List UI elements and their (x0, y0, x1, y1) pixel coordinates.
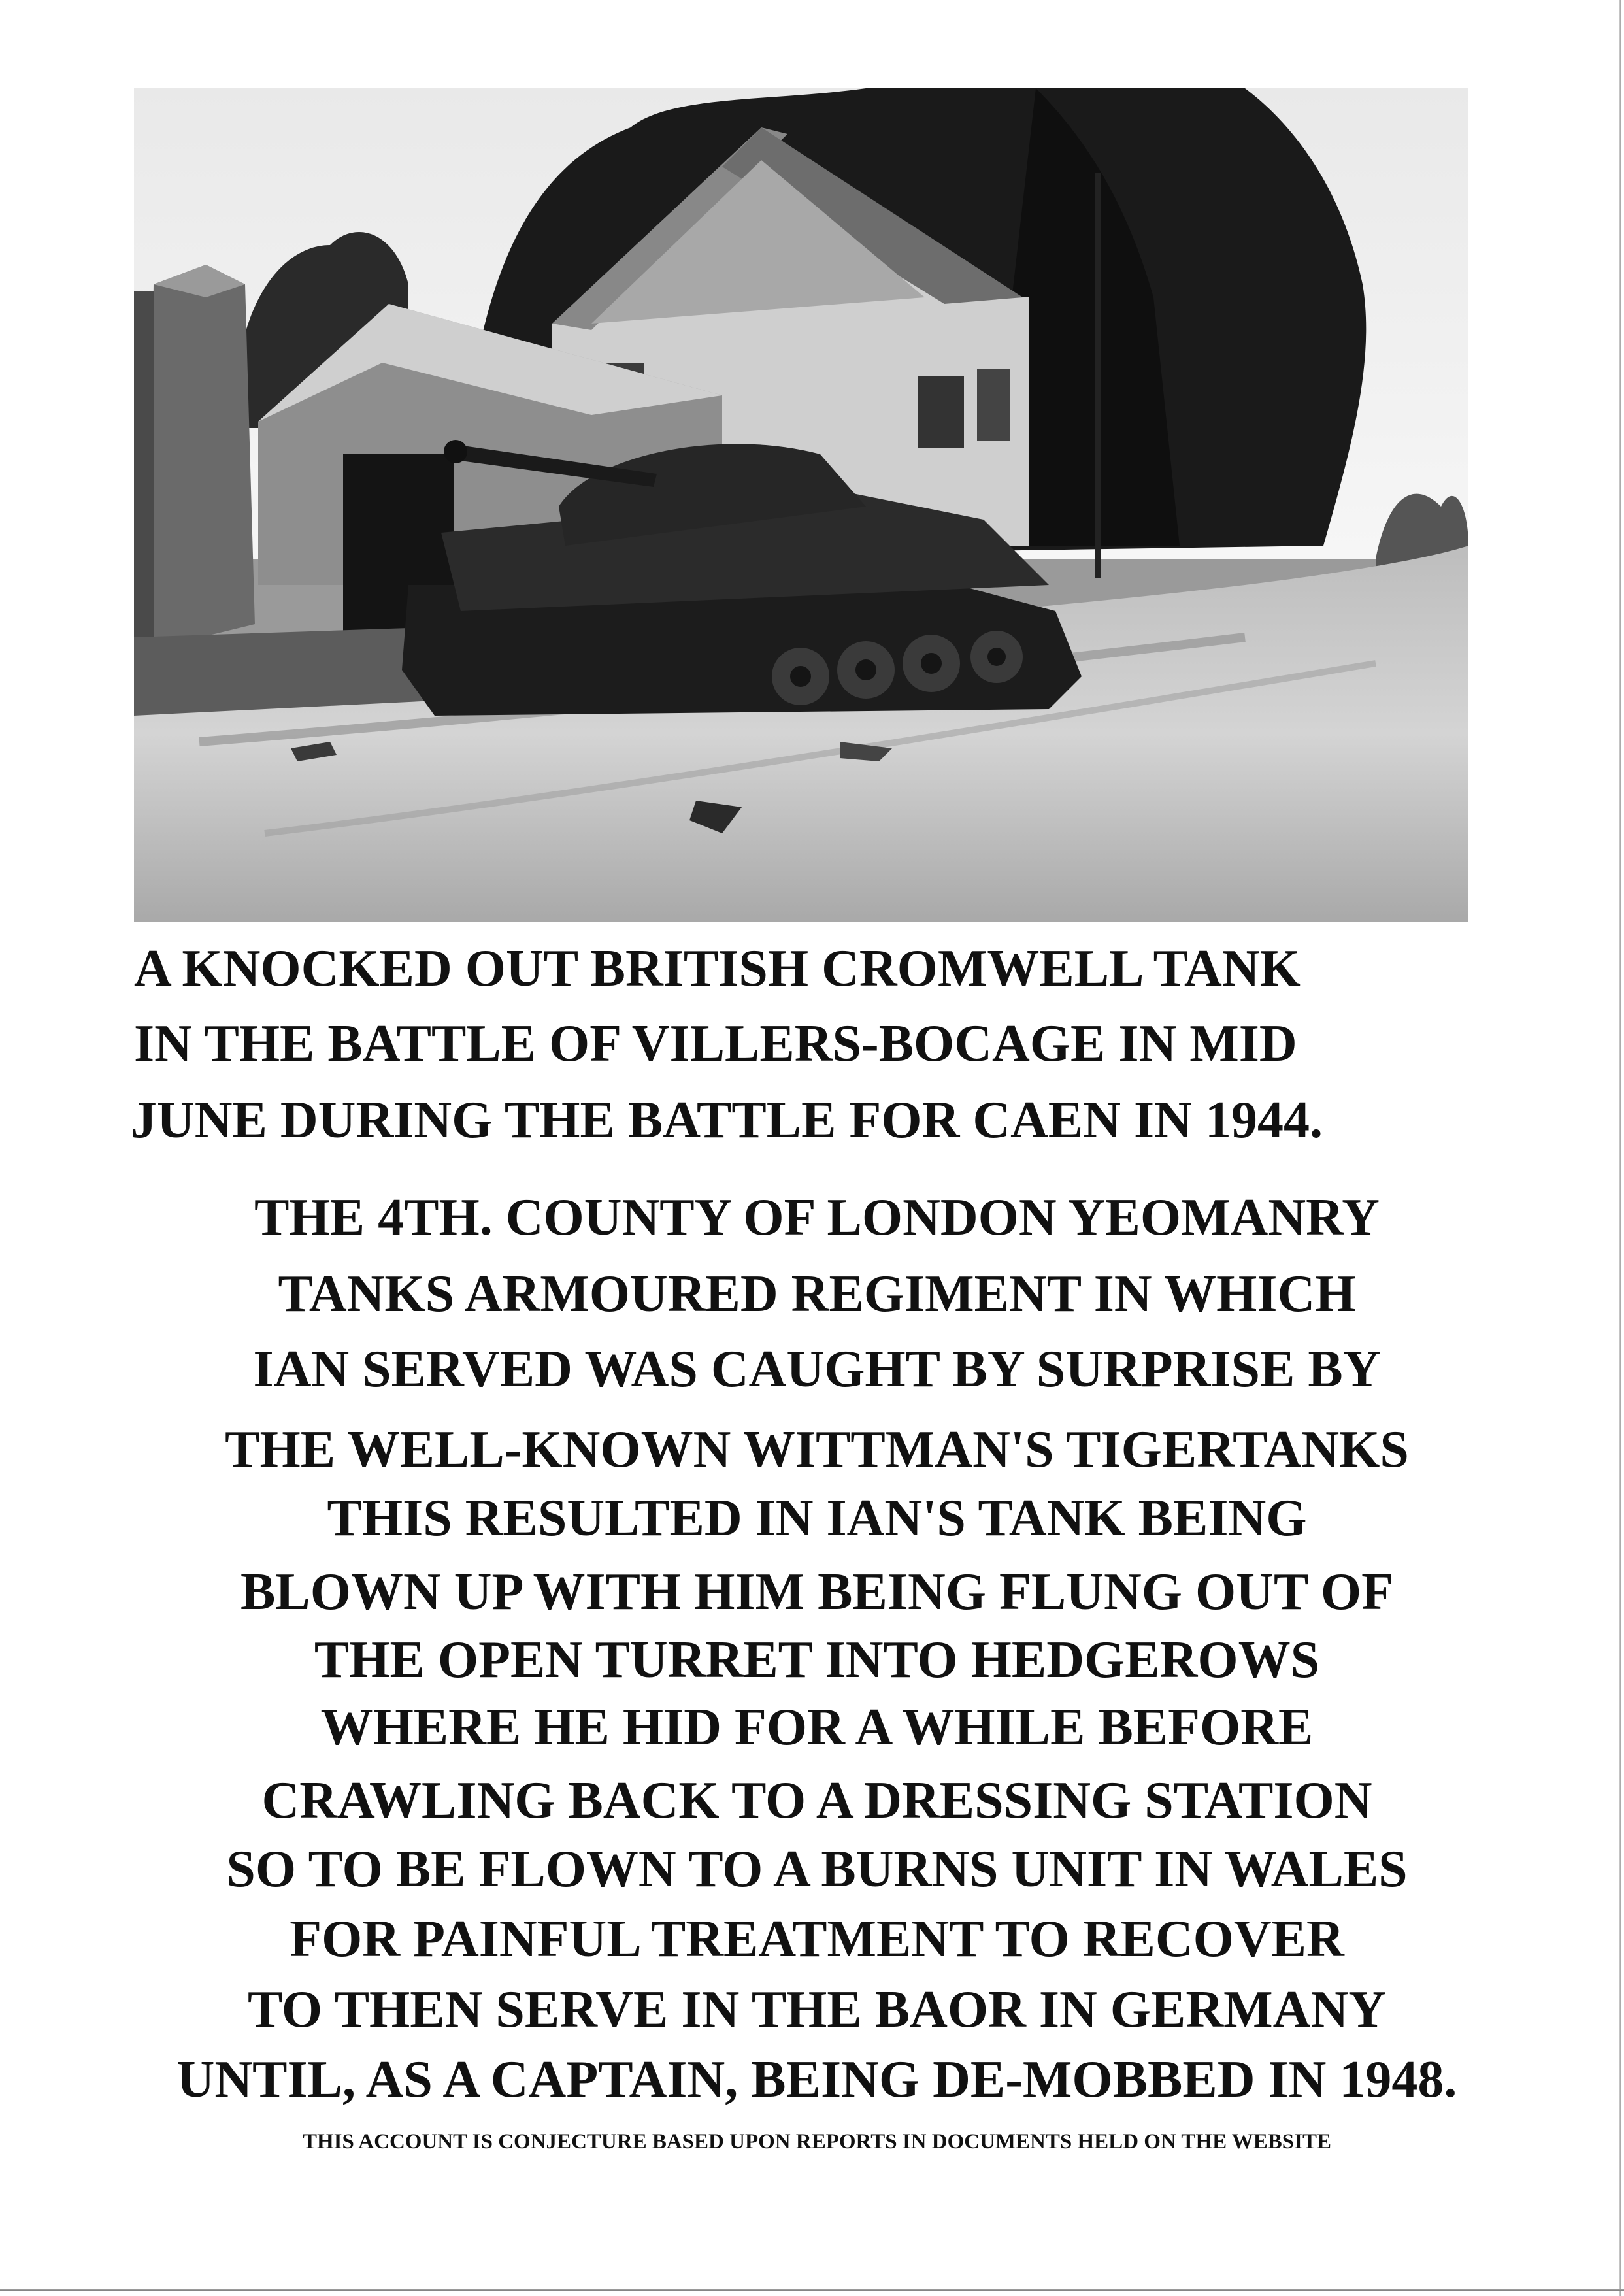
caption-line: UNTIL, AS A CAPTAIN, BEING DE-MOBBED IN 1948. (176, 2051, 1457, 2108)
caption-line: SO TO BE FLOWN TO A BURNS UNIT IN WALES (226, 1840, 1408, 1898)
caption-line: TANKS ARMOURED REGIMENT IN WHICH (278, 1265, 1356, 1323)
page-edge (1619, 0, 1621, 2296)
caption-line: THIS RESULTED IN IAN'S TANK BEING (327, 1489, 1307, 1547)
caption-line: IAN SERVED WAS CAUGHT BY SURPRISE BY (253, 1340, 1381, 1398)
caption-line: BLOWN UP WITH HIM BEING FLUNG OUT OF (240, 1563, 1393, 1621)
caption-line: CRAWLING BACK TO A DRESSING STATION (261, 1772, 1372, 1829)
footnote: THIS ACCOUNT IS CONJECTURE BASED UPON REPORTS IN DOCUMENTS HELD ON THE WEBSITE (302, 2130, 1332, 2154)
caption-line: JUNE DURING THE BATTLE FOR CAEN IN 1944. (131, 1091, 1323, 1149)
caption-line: IN THE BATTLE OF VILLERS-BOCAGE IN MID (134, 1015, 1297, 1073)
caption-line: FOR PAINFUL TREATMENT TO RECOVER (290, 1910, 1344, 1968)
page-edge (0, 2289, 1624, 2291)
tank-photo (134, 88, 1468, 922)
caption-line: A KNOCKED OUT BRITISH CROMWELL TANK (134, 940, 1301, 997)
caption-line: THE WELL-KNOWN WITTMAN'S TIGERTANKS (225, 1421, 1409, 1478)
caption-line: TO THEN SERVE IN THE BAOR IN GERMANY (248, 1981, 1386, 2038)
caption-line: THE OPEN TURRET INTO HEDGEROWS (314, 1631, 1320, 1689)
caption-line: WHERE HE HID FOR A WHILE BEFORE (320, 1699, 1314, 1756)
caption-line: THE 4TH. COUNTY OF LONDON YEOMANRY (254, 1189, 1380, 1246)
tank-photo-image (134, 88, 1468, 922)
